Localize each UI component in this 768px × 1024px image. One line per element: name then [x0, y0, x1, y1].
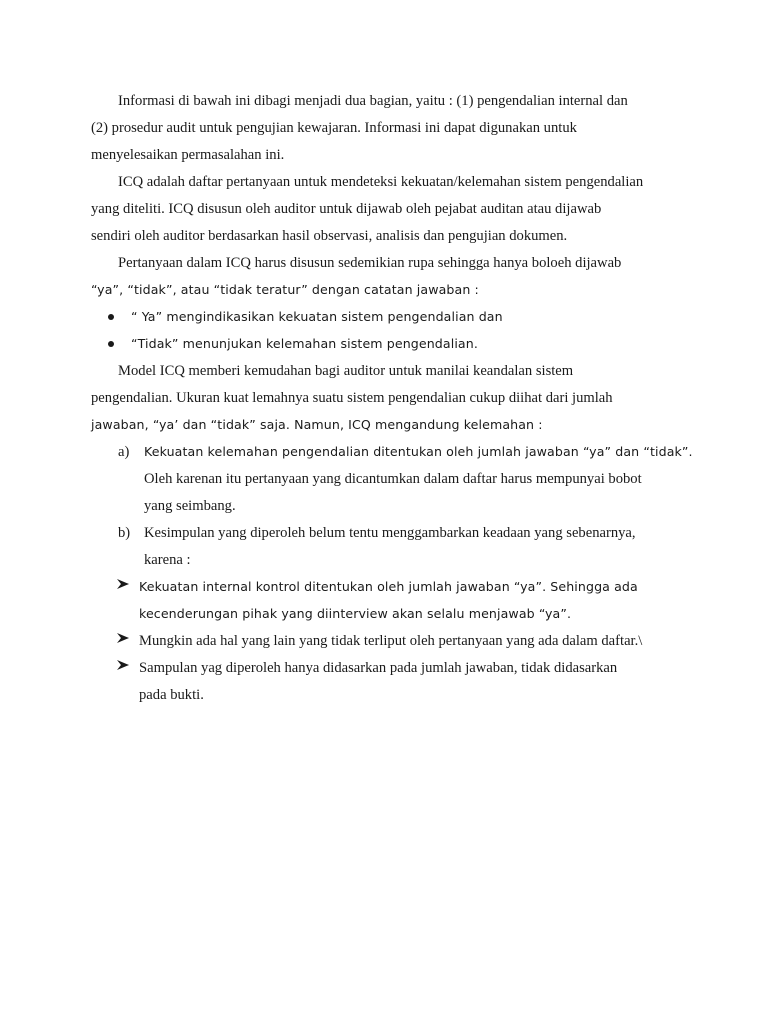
paragraph-2-line-1: ICQ adalah daftar pertanyaan untuk mendeteksi kekuatan/kelemahan sistem pengendalian — [118, 174, 644, 190]
list-b-label: b) — [118, 525, 131, 541]
list-a-line-2: Oleh karenan itu pertanyaan yang dicantumkan dalam daftar harus mempunyai bobot — [144, 471, 642, 487]
list-b-line-2: karena : — [144, 552, 191, 568]
arrow-item-2-line-1: Mungkin ada hal yang lain yang tidak terliput oleh pertanyaan yang ada dalam daftar.\ — [139, 633, 643, 649]
arrow-item-3-line-2: pada bukti. — [139, 687, 204, 703]
paragraph-4-line-3: jawaban, “ya’ dan “tidak” saja. Namun, ICQ mengandung kelemahan : — [91, 417, 543, 432]
bullet-dot-icon — [108, 341, 114, 347]
paragraph-1-line-2: (2) prosedur audit untuk pengujian kewajaran. Informasi ini dapat digunakan untuk — [91, 120, 577, 136]
bullet-item-2: “Tidak” menunjukan kelemahan sistem pengendalian. — [131, 336, 478, 351]
arrow-item-1-line-1: Kekuatan internal kontrol ditentukan oleh jumlah jawaban “ya”. Sehingga ada — [139, 579, 638, 594]
arrow-item-3-line-1: Sampulan yag diperoleh hanya didasarkan pada jumlah jawaban, tidak didasarkan — [139, 660, 618, 676]
list-a-line-1: Kekuatan kelemahan pengendalian ditentukan oleh jumlah jawaban “ya” dan “tidak”. — [144, 444, 693, 459]
paragraph-3-line-2: “ya”, “tidak”, atau “tidak teratur” dengan catatan jawaban : — [91, 282, 479, 297]
list-b-line-1: Kesimpulan yang diperoleh belum tentu menggambarkan keadaan yang sebenarnya, — [144, 525, 636, 541]
arrow-item-1-line-2: kecenderungan pihak yang diinterview akan selalu menjawab “ya”. — [139, 606, 572, 621]
arrow-bullet-icon — [116, 632, 130, 644]
list-a-label: a) — [118, 444, 130, 460]
list-a-line-3: yang seimbang. — [144, 498, 236, 514]
paragraph-1-line-3: menyelesaikan permasalahan ini. — [91, 147, 285, 163]
paragraph-3-line-1: Pertanyaan dalam ICQ harus disusun sedemikian rupa sehingga hanya boloeh dijawab — [118, 255, 622, 271]
paragraph-1-line-1: Informasi di bawah ini dibagi menjadi dua bagian, yaitu : (1) pengendalian internal dan — [118, 93, 628, 109]
paragraph-2-line-3: sendiri oleh auditor berdasarkan hasil observasi, analisis dan pengujian dokumen. — [91, 228, 568, 244]
paragraph-2-line-2: yang diteliti. ICQ disusun oleh auditor untuk dijawab oleh pejabat auditan atau dijawab — [91, 201, 602, 217]
paragraph-4-line-1: Model ICQ memberi kemudahan bagi auditor untuk manilai keandalan sistem — [118, 363, 574, 379]
arrow-bullet-icon — [116, 578, 130, 590]
paragraph-4-line-2: pengendalian. Ukuran kuat lemahnya suatu sistem pengendalian cukup diihat dari jumlah — [91, 390, 613, 406]
bullet-dot-icon — [108, 314, 114, 320]
bullet-item-1: “ Ya” mengindikasikan kekuatan sistem pengendalian dan — [131, 309, 503, 324]
arrow-bullet-icon — [116, 659, 130, 671]
